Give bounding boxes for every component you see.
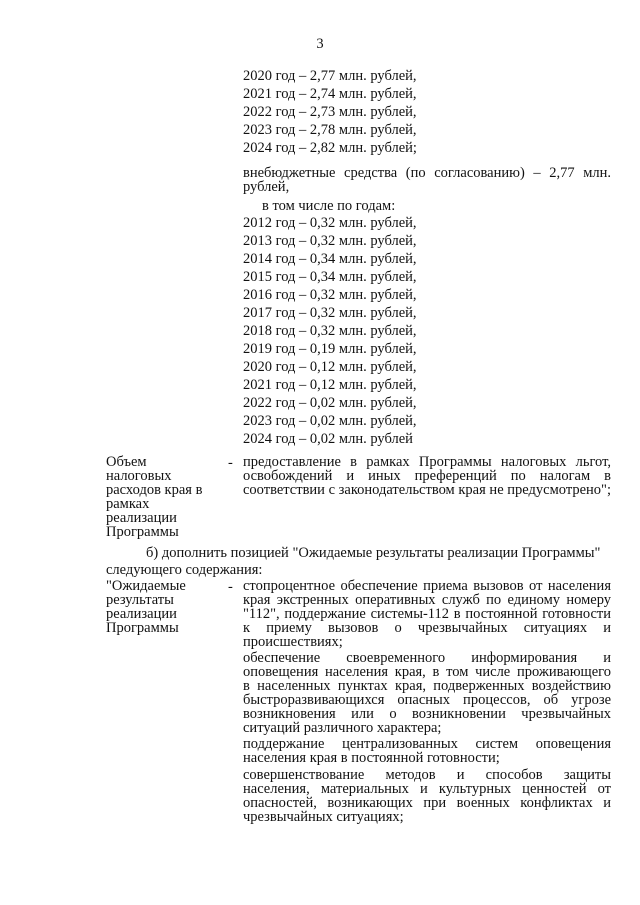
list-item: 2023 год – 0,02 млн. рублей, — [243, 413, 417, 429]
list-item: 2017 год – 0,32 млн. рублей, — [243, 305, 417, 321]
text-line: опасностей, возникающих при военных конфликтах и — [243, 796, 611, 810]
list-item: 2014 год – 0,34 млн. рублей, — [243, 251, 417, 267]
text-line: населения, материальных и культурных ценностей от — [243, 782, 611, 796]
expected-results-label — [106, 579, 226, 635]
years-list-a — [243, 68, 611, 158]
list-item: 2021 год – 2,74 млн. рублей, — [243, 86, 417, 102]
paragraph-b — [106, 545, 611, 579]
text-line: оповещения населения края, в том числе проживающего — [243, 665, 611, 679]
text-line: населения края в постоянной готовности; — [243, 751, 500, 765]
list-item: 2018 год – 0,32 млн. рублей, — [243, 323, 417, 339]
results-section-dash: - — [228, 579, 233, 595]
list-item: 2023 год – 2,78 млн. рублей, — [243, 122, 417, 138]
label-line: реализации — [106, 606, 177, 622]
page-number: 3 — [316, 36, 324, 52]
list-item: 2024 год – 2,82 млн. рублей; — [243, 140, 417, 156]
years-list-b — [243, 215, 611, 449]
list-item: 2013 год – 0,32 млн. рублей, — [243, 233, 417, 249]
extra-budget-line-2: рублей, — [243, 179, 290, 195]
list-item: 2021 год – 0,12 млн. рублей, — [243, 377, 417, 393]
paragraph-b-line-1: б) дополнить позицией "Ожидаемые результаты реализации Программы" — [146, 545, 601, 561]
label-line: рамках — [106, 496, 150, 512]
list-item: 2012 год – 0,32 млн. рублей, — [243, 215, 417, 231]
label-line: результаты — [106, 592, 174, 608]
list-item: 2019 год – 0,19 млн. рублей, — [243, 341, 417, 357]
result-item-2 — [243, 651, 611, 735]
text-line: поддержание централизованных систем оповещения — [243, 737, 611, 751]
label-line: Программы — [106, 620, 179, 636]
text-line: соответствии с законодательством края не предусмотрено"; — [243, 483, 611, 497]
label-line: налоговых — [106, 468, 172, 484]
extra-budget-funds — [243, 166, 611, 194]
list-item: 2022 год – 2,73 млн. рублей, — [243, 104, 417, 120]
result-item-1 — [243, 579, 611, 649]
label-line: Объем — [106, 454, 147, 470]
label-line: реализации — [106, 510, 177, 526]
list-item: 2020 год – 0,12 млн. рублей, — [243, 359, 417, 375]
text-line: предоставление в рамках Программы налоговых льгот, — [243, 455, 611, 469]
label-line: расходов края в — [106, 482, 203, 498]
text-line: ситуаций различного характера; — [243, 721, 442, 735]
label-line: Программы — [106, 524, 179, 540]
list-item: 2024 год – 0,02 млн. рублей — [243, 431, 413, 447]
paragraph-b-line-2: следующего содержания: — [106, 562, 263, 578]
by-years-label: в том числе по годам: — [262, 198, 396, 214]
extra-budget-line-1: внебюджетные средства (по согласованию) – 2,77 млн. — [243, 165, 611, 181]
text-line: возникновения или о возникновении чрезвычайных — [243, 707, 611, 721]
text-line: в населенных пунктах края, подверженных воздействию — [243, 679, 611, 693]
text-line: чрезвычайных ситуациях; — [243, 810, 404, 824]
list-item: 2015 год – 0,34 млн. рублей, — [243, 269, 417, 285]
text-line: совершенствование методов и способов защиты — [243, 768, 611, 782]
text-line: происшествиях; — [243, 635, 343, 649]
tax-expenditures-text — [243, 455, 611, 497]
text-line: "112", поддержание системы-112 в постоянной готовности — [243, 607, 611, 621]
text-line: края экстренных оперативных служб по единому номеру — [243, 593, 611, 607]
text-line: обеспечение своевременного информирования и — [243, 651, 611, 665]
result-item-3 — [243, 737, 611, 765]
tax-section-dash: - — [228, 455, 233, 471]
list-item: 2022 год – 0,02 млн. рублей, — [243, 395, 417, 411]
text-line: быстроразвивающихся опасных процессов, об угрозе — [243, 693, 611, 707]
list-item: 2020 год – 2,77 млн. рублей, — [243, 68, 417, 84]
result-item-4 — [243, 768, 611, 824]
tax-expenditures-label — [106, 455, 226, 539]
list-item: 2016 год – 0,32 млн. рублей, — [243, 287, 417, 303]
text-line: освобождений и иных преференций по налогам в — [243, 469, 611, 483]
text-line: стопроцентное обеспечение приема вызовов от населения — [243, 579, 611, 593]
text-line: к приему вызовов о чрезвычайных ситуациях и — [243, 621, 611, 635]
label-line: "Ожидаемые — [106, 578, 186, 594]
